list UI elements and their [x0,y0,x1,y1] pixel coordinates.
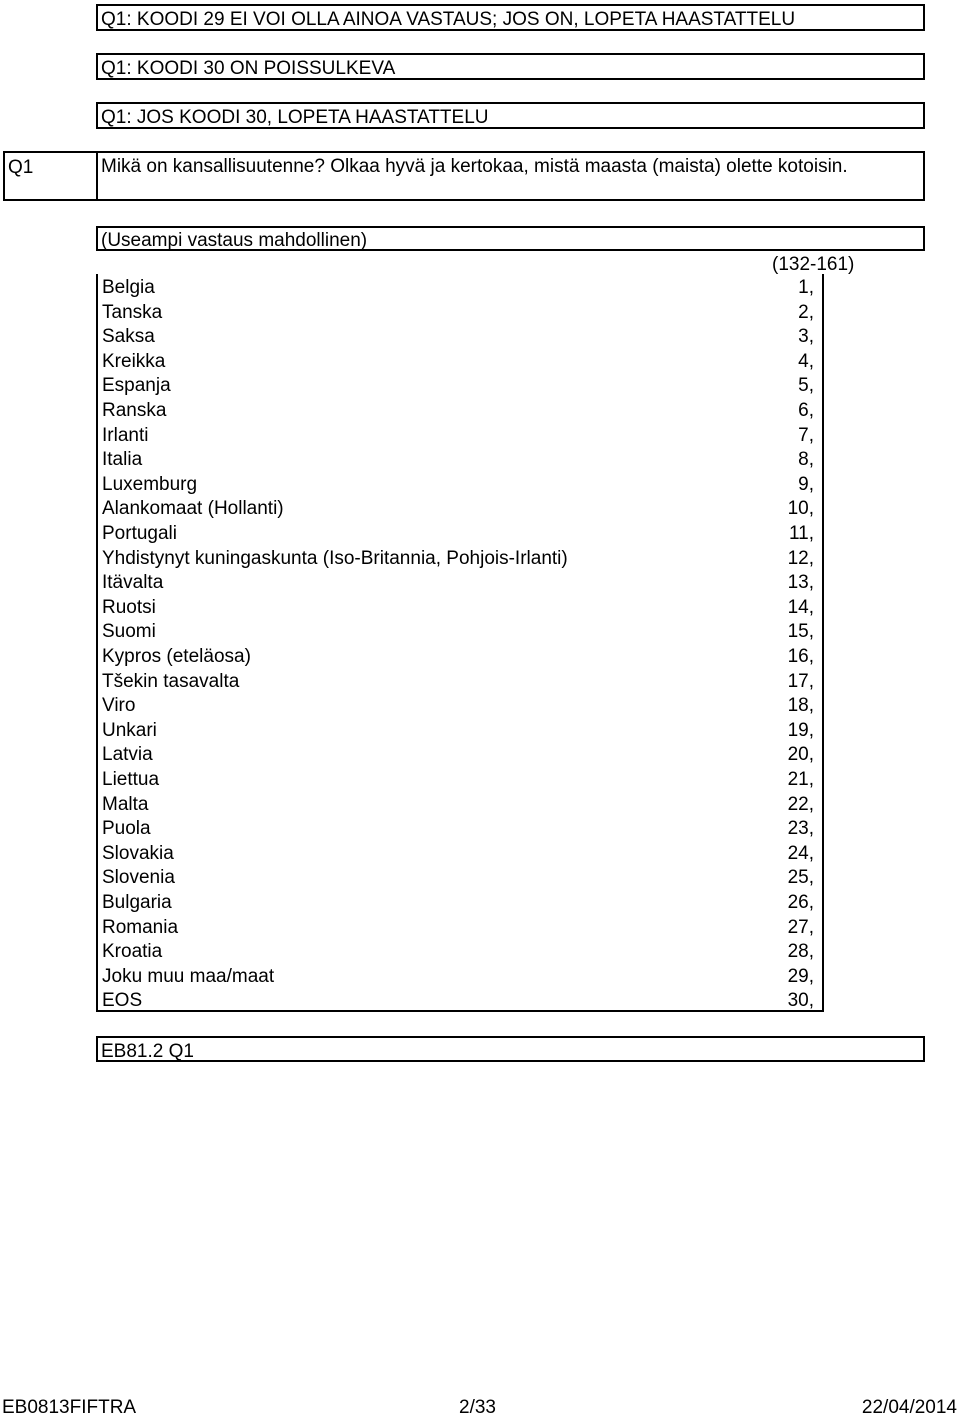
answer-label: Italia [102,449,143,471]
answer-code: 18, [787,695,814,717]
answer-code: 10, [787,498,814,520]
answer-label: Saksa [102,326,155,348]
answer-label: Slovenia [102,867,175,889]
answer-code: 4, [798,350,814,372]
answer-code: 21, [787,769,814,790]
note-code-30-exclusive-text: Q1: KOODI 30 ON POISSULKEVA [101,58,396,79]
answer-row [98,692,822,717]
answer-row [98,987,822,1012]
instruction-text: (Useampi vastaus mahdollinen) [101,230,368,251]
instruction-cell [96,226,925,251]
answer-row [98,422,822,447]
answer-label: Suomi [102,621,156,643]
answer-code: 12, [787,547,814,569]
answer-code: 7, [798,424,814,446]
note-code-30-stop-text: Q1: JOS KOODI 30, LOPETA HAASTATTELU [101,107,489,128]
answer-label: Bulgaria [102,892,172,913]
answer-label: Puola [102,818,151,840]
answer-label: Romania [102,916,179,938]
answer-code: 29, [787,965,814,987]
answer-code: 25, [787,867,814,889]
answer-code: 24, [787,842,814,864]
answer-code: 8, [798,449,814,471]
answer-label: Unkari [102,719,157,741]
answer-row [98,643,822,668]
answer-code: 6, [798,400,814,421]
answer-row [98,397,822,422]
answer-row [98,520,822,545]
answer-row [98,864,822,889]
question-text: Mikä on kansallisuutenne? Olkaa hyvä ja kertokaa, mistä maasta (maista) olette kotoisin. [101,156,848,177]
answer-row [98,348,822,373]
answer-row [98,323,822,348]
note-code-29 [96,4,925,31]
answer-label: Belgia [102,277,155,298]
answer-code: 15, [787,621,814,643]
answer-row [98,889,822,914]
answer-code: 14, [787,596,814,618]
answer-code: 19, [787,719,814,741]
answer-code: 13, [787,572,814,594]
reference-cell [96,1036,925,1062]
answer-code: 2, [798,301,814,323]
answer-label: Liettua [102,769,160,790]
answer-code: 1, [798,277,814,298]
note-code-30-stop [96,102,925,129]
answer-row [98,545,822,570]
answer-label: Portugali [102,523,177,544]
answer-row [98,594,822,619]
answer-row [98,274,822,299]
answer-code: 3, [798,326,814,348]
answer-label: Espanja [102,375,171,397]
answer-row [98,717,822,742]
answer-label: Alankomaat (Hollanti) [102,498,284,520]
answer-label: EOS [102,990,143,1012]
answer-code: 9, [798,473,814,495]
column-range: (132-161) [772,254,855,275]
answer-label: Slovakia [102,842,174,864]
answer-code: 26, [787,892,814,913]
answer-row [98,668,822,693]
note-code-29-text: Q1: KOODI 29 EI VOI OLLA AINOA VASTAUS; JOS ON, LOPETA HAASTATTELU [101,9,796,30]
answer-row [98,372,822,397]
answer-label: Latvia [102,744,153,766]
answer-label: Kreikka [102,350,166,372]
answer-label: Irlanti [102,424,149,446]
answer-label: Tšekin tasavalta [102,670,240,692]
footer-page-number: 2/33 [459,1397,496,1418]
answer-label: Kypros (eteläosa) [102,646,251,667]
reference-text: EB81.2 Q1 [101,1041,194,1062]
answer-code: 17, [787,670,814,692]
answer-row [98,914,822,939]
answer-code: 11, [788,523,814,544]
answer-code: 20, [787,744,814,766]
answer-code: 16, [787,646,814,667]
answer-row [98,840,822,865]
answer-label: Viro [102,695,136,717]
answer-row [98,766,822,791]
note-code-30-exclusive [96,53,925,80]
answer-row [98,446,822,471]
answer-label: Ranska [102,400,167,421]
question-id: Q1 [8,157,34,178]
answer-code: 5, [798,375,814,397]
answer-row [98,495,822,520]
answer-code: 28, [787,941,814,963]
answer-label: Joku muu maa/maat [102,965,275,987]
answer-row [98,299,822,324]
answer-label: Malta [102,793,149,815]
answer-label: Kroatia [102,941,163,963]
answer-code: 23, [787,818,814,840]
answer-row [98,791,822,816]
answer-row [98,569,822,594]
question-id-cell [3,151,97,201]
answer-code: 30, [787,990,814,1012]
answer-row [98,938,822,963]
answer-code: 22, [787,793,814,815]
answer-label: Tanska [102,301,163,323]
question-text-cell [96,151,925,201]
answer-label: Ruotsi [102,596,156,618]
answer-row [98,741,822,766]
answer-row [98,963,822,988]
answer-label: Luxemburg [102,473,198,495]
answer-row [98,618,822,643]
answer-label: Yhdistynyt kuningaskunta (Iso-Britannia, Pohjois-Irlanti) [102,547,568,569]
answer-row [98,471,822,496]
footer-doc-id: EB0813FIFTRA [2,1397,137,1418]
answer-code: 27, [787,916,814,938]
footer-date: 22/04/2014 [861,1397,957,1418]
answer-label: Itävalta [102,572,164,594]
answer-list [96,274,824,1012]
answer-row [98,815,822,840]
